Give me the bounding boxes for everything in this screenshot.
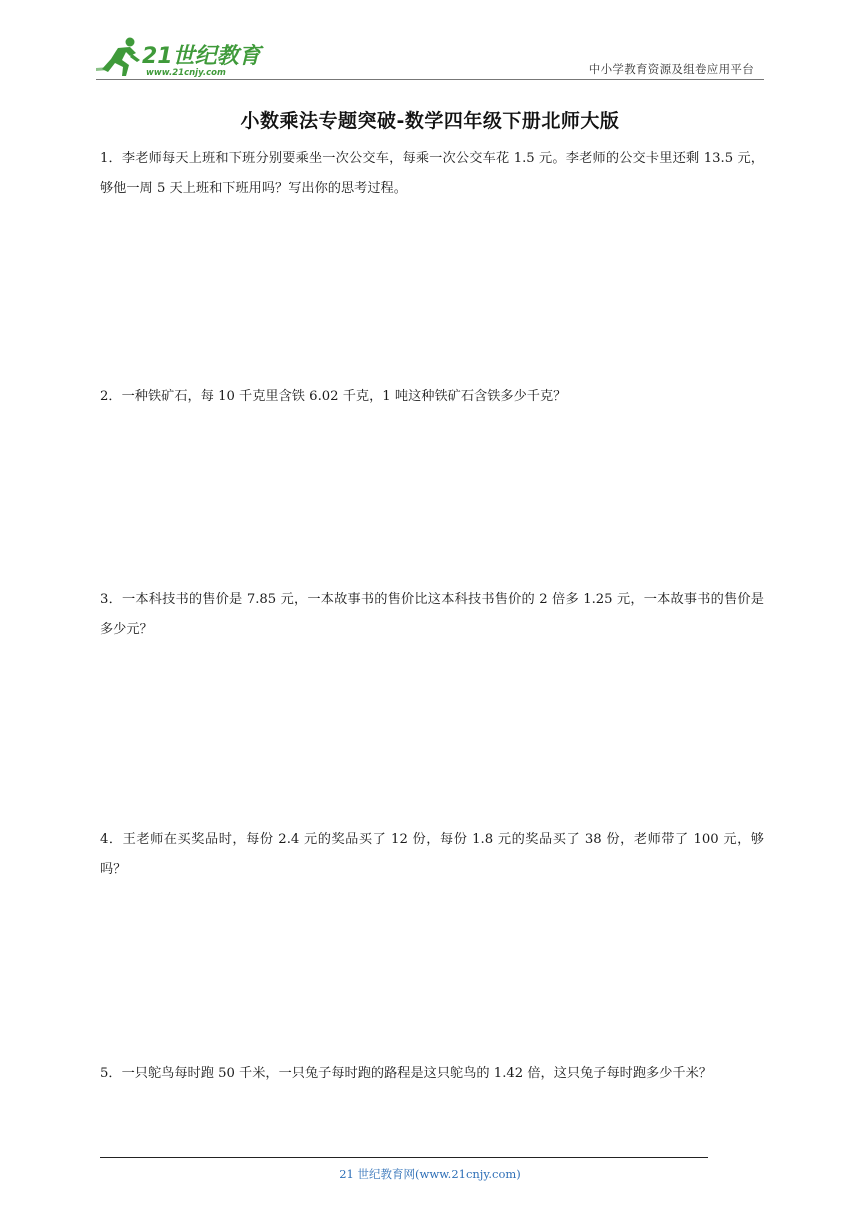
logo-url: www.21cnjy.com [146,68,226,78]
question-3: 3．一本科技书的售价是 7.85 元，一本故事书的售价比这本科技书售价的 2 倍多 1.25 元，一本故事书的售价是多少元？ [100,592,764,637]
header-divider [96,79,764,80]
platform-name: 中小学教育资源及组卷应用平台 [588,62,754,76]
question-2: 2．一种铁矿石，每 10 千克里含铁 6.02 千克，1 吨这种铁矿石含铁多少千克？ [100,389,567,404]
page-title: 小数乘法专题突破-数学四年级下册北师大版 [240,110,620,132]
footer-link[interactable]: 21 世纪教育网(www.21cnjy.com) [339,1167,521,1181]
logo-text: 21世纪教育 [142,44,261,69]
footer-divider [100,1157,708,1158]
question-1: 1．李老师每天上班和下班分别要乘坐一次公交车，每乘一次公交车花 1.5 元。李老师的公交卡里还剩 13.5 元，够他一周 5 天上班和下班用吗？写出你的思考过程。 [100,151,764,196]
logo [96,34,271,78]
question-5: 5．一只鸵鸟每时跑 50 千米，一只兔子每时跑的路程是这只鸵鸟的 1.42 倍，这只兔子每时跑多少千米？ [100,1066,712,1081]
runner-icon [96,38,140,77]
page-header [96,30,764,80]
question-4: 4．王老师在买奖品时，每份 2.4 元的奖品买了 12 份，每份 1.8 元的奖品买了 38 份，老师带了 100 元，够吗？ [100,832,764,877]
